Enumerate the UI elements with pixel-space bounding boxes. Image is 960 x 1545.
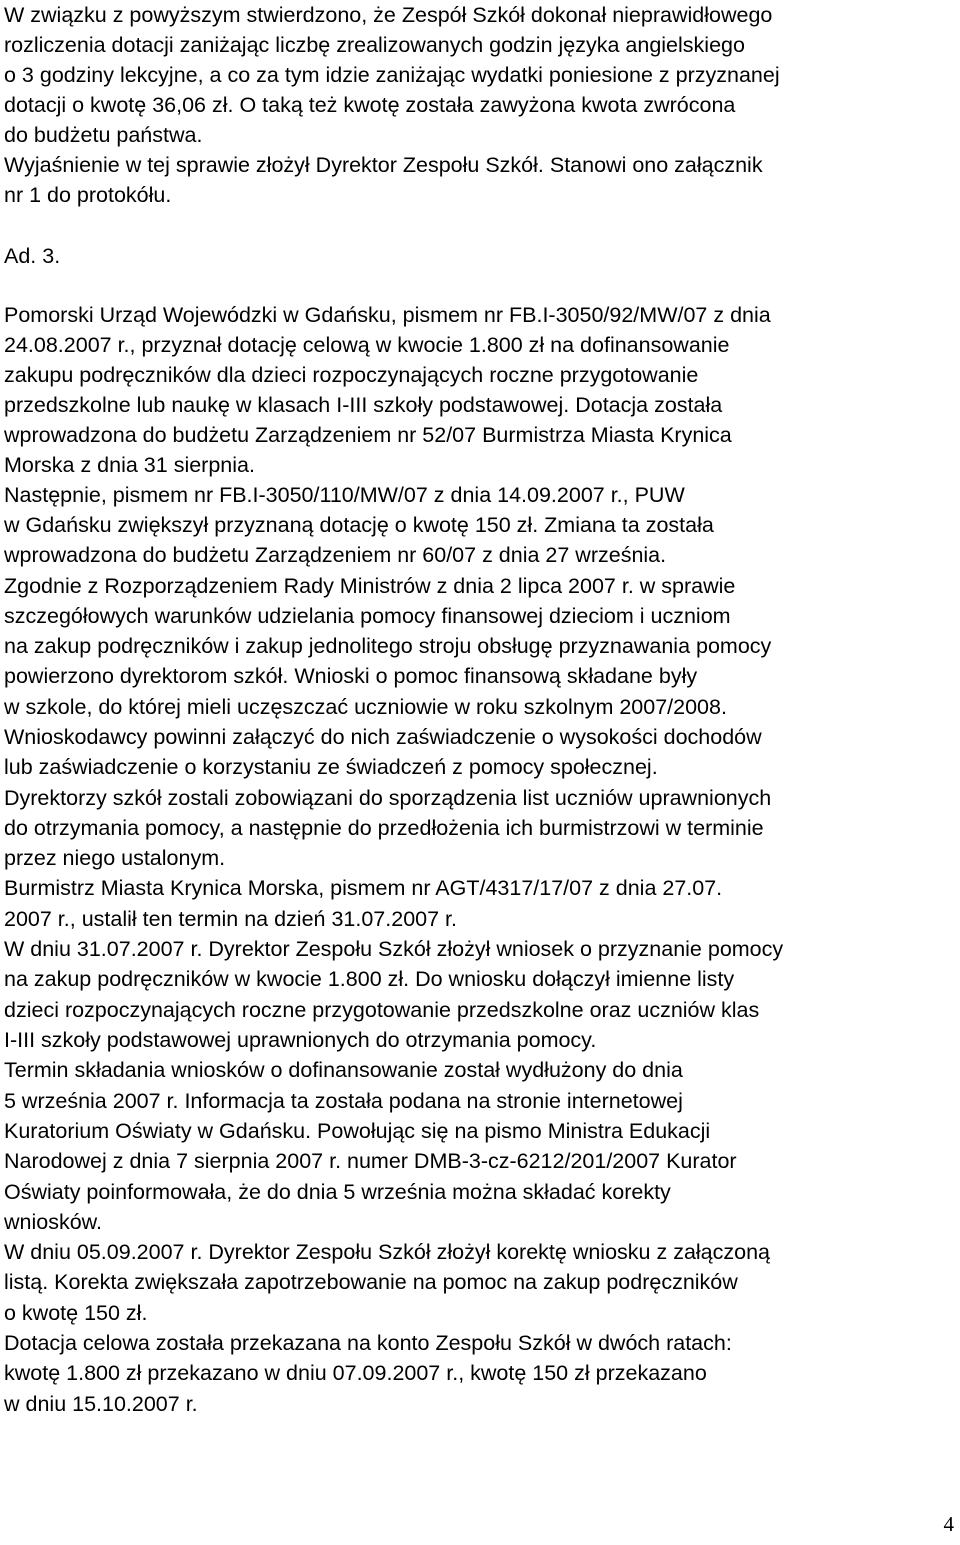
section-heading: Ad. 3.	[4, 244, 61, 268]
text-line: nr 1 do protokółu.	[4, 183, 172, 207]
text-line: Oświaty poinformowała, że do dnia 5 września można składać korekty	[4, 1180, 671, 1204]
text-line: wprowadzona do budżetu Zarządzeniem nr 60/07 z dnia 27 września.	[4, 543, 667, 567]
text-line: wprowadzona do budżetu Zarządzeniem nr 52/07 Burmistrza Miasta Krynica	[4, 423, 732, 447]
text-line: Dyrektorzy szkół zostali zobowiązani do sporządzenia list uczniów uprawnionych	[4, 786, 772, 810]
text-line: na zakup podręczników i zakup jednolitego stroju obsługę przyznawania pomocy	[4, 634, 772, 658]
text-line: Kuratorium Oświaty w Gdańsku. Powołując się na pismo Ministra Edukacji	[4, 1119, 711, 1143]
text-line: Dotacja celowa została przekazana na konto Zespołu Szkół w dwóch ratach:	[4, 1331, 732, 1355]
text-line: lub zaświadczenie o korzystaniu ze świadczeń z pomocy społecznej.	[4, 755, 658, 779]
text-line: Burmistrz Miasta Krynica Morska, pismem nr AGT/4317/17/07 z dnia 27.07.	[4, 876, 723, 900]
text-line: wniosków.	[4, 1210, 102, 1234]
text-line: do otrzymania pomocy, a następnie do przedłożenia ich burmistrzowi w terminie	[4, 816, 764, 840]
text-line: o 3 godziny lekcyjne, a co za tym idzie zaniżając wydatki poniesione z przyznanej	[4, 63, 780, 87]
text-line: przez niego ustalonym.	[4, 846, 226, 870]
text-line: dzieci rozpoczynających roczne przygotowanie przedszkolne oraz uczniów klas	[4, 998, 760, 1022]
text-line: o kwotę 150 zł.	[4, 1301, 148, 1325]
text-line: zakupu podręczników dla dzieci rozpoczynających roczne przygotowanie	[4, 363, 699, 387]
text-line: 24.08.2007 r., przyznał dotację celową w kwocie 1.800 zł na dofinansowanie	[4, 333, 730, 357]
page-number: 4	[943, 1512, 954, 1536]
text-line: Zgodnie z Rozporządzeniem Rady Ministrów z dnia 2 lipca 2007 r. w sprawie	[4, 574, 736, 598]
text-line: w Gdańsku zwiększył przyznaną dotację o kwotę 150 zł. Zmiana ta została	[4, 513, 714, 537]
text-line: 2007 r., ustalił ten termin na dzień 31.07.2007 r.	[4, 907, 457, 931]
text-line: 5 września 2007 r. Informacja ta została podana na stronie internetowej	[4, 1089, 683, 1113]
text-line: I-III szkoły podstawowej uprawnionych do otrzymania pomocy.	[4, 1028, 597, 1052]
text-line: Wyjaśnienie w tej sprawie złożył Dyrektor Zespołu Szkół. Stanowi ono załącznik	[4, 153, 763, 177]
text-line: Morska z dnia 31 sierpnia.	[4, 453, 255, 477]
text-line: Narodowej z dnia 7 sierpnia 2007 r. numer DMB-3-cz-6212/201/2007 Kurator	[4, 1149, 737, 1173]
text-line: przedszkolne lub naukę w klasach I-III szkoły podstawowej. Dotacja została	[4, 393, 723, 417]
text-line: kwotę 1.800 zł przekazano w dniu 07.09.2007 r., kwotę 150 zł przekazano	[4, 1361, 707, 1385]
text-line: Pomorski Urząd Wojewódzki w Gdańsku, pismem nr FB.I-3050/92/MW/07 z dnia	[4, 303, 771, 327]
text-line: do budżetu państwa.	[4, 123, 203, 147]
text-line: na zakup podręczników w kwocie 1.800 zł. Do wniosku dołączył imienne listy	[4, 967, 735, 991]
text-line: Termin składania wniosków o dofinansowanie został wydłużony do dnia	[4, 1058, 683, 1082]
text-line: W związku z powyższym stwierdzono, że Zespół Szkół dokonał nieprawidłowego	[4, 3, 773, 27]
text-line: w szkole, do której mieli uczęszczać uczniowie w roku szkolnym 2007/2008.	[4, 695, 727, 719]
text-line: rozliczenia dotacji zaniżając liczbę zrealizowanych godzin języka angielskiego	[4, 33, 745, 57]
text-line: W dniu 31.07.2007 r. Dyrektor Zespołu Szkół złożył wniosek o przyznanie pomocy	[4, 937, 784, 961]
text-line: Następnie, pismem nr FB.I-3050/110/MW/07 z dnia 14.09.2007 r., PUW	[4, 483, 685, 507]
text-line: dotacji o kwotę 36,06 zł. O taką też kwotę została zawyżona kwota zwrócona	[4, 93, 736, 117]
text-line: listą. Korekta zwiększała zapotrzebowanie na pomoc na zakup podręczników	[4, 1270, 738, 1294]
text-line: powierzono dyrektorom szkół. Wnioski o pomoc finansową składane były	[4, 664, 698, 688]
text-line: w dniu 15.10.2007 r.	[4, 1392, 198, 1416]
text-line: szczegółowych warunków udzielania pomocy finansowej dzieciom i uczniom	[4, 604, 731, 628]
text-line: Wnioskodawcy powinni załączyć do nich zaświadczenie o wysokości dochodów	[4, 725, 762, 749]
text-line: W dniu 05.09.2007 r. Dyrektor Zespołu Szkół złożył korektę wniosku z załączoną	[4, 1240, 771, 1264]
